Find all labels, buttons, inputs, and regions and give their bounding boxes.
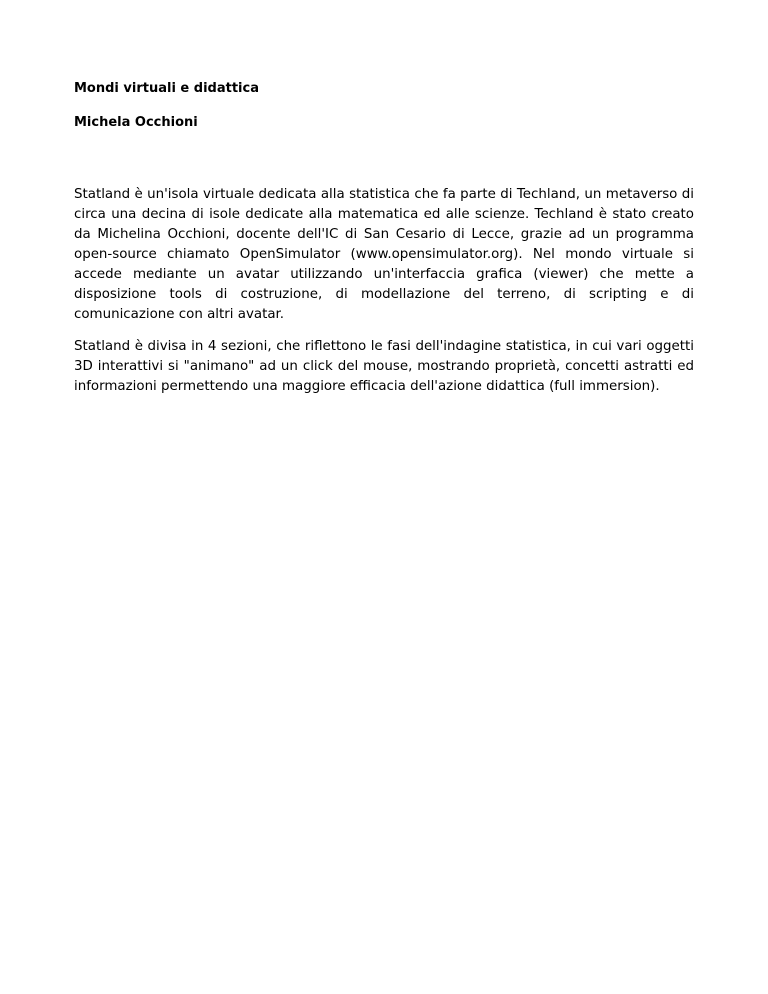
paragraph-statland-sections: Statland è divisa in 4 sezioni, che riflettono le fasi dell'indagine statistica, in cui vari oggetti 3D interattivi si "animano" ad un click del mouse, mostrando proprietà, concetti astratti ed informazioni permettendo una maggiore efficacia dell'azione didattica (full immersion). bbox=[74, 339, 694, 394]
paragraph-statland-intro: Statland è un'isola virtuale dedicata alla statistica che fa parte di Techland, un metaverso di circa una decina di isole dedicate alla matematica ed alle scienze. Techland è stato creato da Michelina Occhioni, docente dell'IC di San Cesario di Lecce, grazie ad un programma open-source chiamato OpenSimulator (www.opensimulator.org). Nel mondo virtuale si accede mediante un avatar utilizzando un'interfaccia grafica (viewer) che mette a disposizione tools di costruzione, di modellazione del terreno, di scripting e di comunicazione con altri avatar. bbox=[74, 187, 694, 322]
document-title: Mondi virtuali e didattica bbox=[74, 81, 259, 96]
document-author: Michela Occhioni bbox=[74, 115, 198, 130]
document-page bbox=[74, 79, 694, 397]
